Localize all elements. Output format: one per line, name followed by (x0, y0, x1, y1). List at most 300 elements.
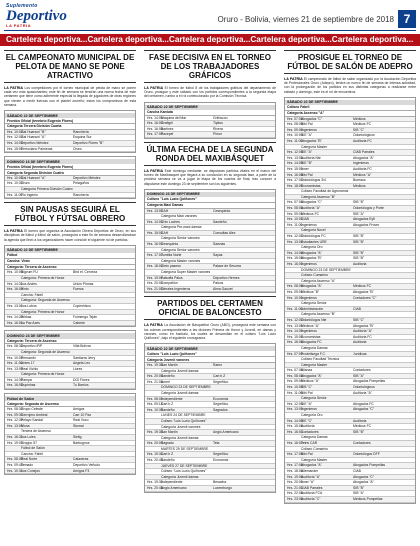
away-team: Segreñico (213, 379, 229, 384)
away-team: Médicos "A" (353, 172, 372, 177)
match-time (285, 245, 301, 250)
away-team: Calaveras (73, 457, 89, 462)
home-team: Pampa (21, 377, 32, 382)
match-time (145, 475, 161, 480)
home-team: Wirkas (21, 315, 32, 320)
match-time: Hrs. 20:45 (147, 486, 163, 491)
match-time: Hrs. 17:00 (147, 132, 163, 137)
home-team: CAH (161, 208, 169, 213)
away-team: SIB "A" (353, 491, 365, 496)
away-team: Palcos (213, 281, 224, 286)
away-team: Auditoria FC (353, 334, 372, 339)
away-team (353, 346, 415, 351)
home-team: Coliseo Facultad de Agronomía (301, 189, 349, 194)
away-team: Teta (213, 441, 220, 446)
home-team: Sagrado (161, 441, 174, 446)
home-team: Pernambi (21, 355, 36, 360)
match-time (285, 346, 301, 351)
home-team: Gal Huanuni "A" (21, 135, 46, 140)
home-team: Cart b Z (161, 402, 174, 407)
home-team: Real Norte (21, 457, 38, 462)
away-team: Auditoria (353, 418, 367, 423)
away-team: Deportivo Hernes (213, 275, 240, 280)
home-team: Ingenieros (301, 127, 317, 132)
match-time (285, 228, 301, 233)
match-time (145, 369, 161, 374)
home-team: Categoría Master (301, 362, 328, 367)
home-team: Bartinez (161, 126, 174, 131)
match-time: Hrs. 09:30 (7, 412, 23, 417)
away-team (353, 145, 415, 150)
home-team: Bibi Pal (301, 122, 313, 127)
home-team: Contadores (301, 429, 319, 434)
home-team: Categoría Ascenso "A" (301, 278, 336, 283)
home-team: La Paz Axes (21, 320, 40, 325)
away-team: Odontológicos (353, 385, 375, 390)
home-team: Tumbla Norte (161, 253, 182, 258)
fixture-category: Categoría Ascenso "A" (285, 111, 415, 117)
fixture-table (4, 110, 136, 153)
away-team: Odontológicos (353, 133, 375, 138)
match-time (145, 270, 161, 275)
fixture-category: Categoría Maxi Damas (145, 203, 275, 209)
home-team: Administración (301, 306, 324, 311)
home-team: Categoría: Primera de Honor (21, 309, 65, 314)
home-team: SIE "B" (301, 161, 313, 166)
home-team: JUEVES 27 DE SEPTIEMBRE (161, 463, 208, 468)
home-team: Bibi Pal (301, 172, 313, 177)
fixture-category: Categoría Segunda División Cuatro (5, 170, 135, 176)
match-time: Hrs. 08:00 (287, 206, 303, 211)
match-time: Hrs. 18:00 (147, 264, 163, 269)
article-body (284, 77, 416, 94)
home-team: San Martín (161, 362, 178, 367)
match-time: Hrs. 07:00 (287, 351, 303, 356)
away-team: SIB "B" (353, 234, 365, 239)
home-team: Los Lobos (21, 303, 37, 308)
match-time: Hrs. 15:00 (287, 256, 303, 261)
column-2 (144, 50, 276, 544)
away-team: Bureaus (353, 178, 366, 183)
home-team: Categoría: Primera de Honor (21, 372, 65, 377)
match-time: Hrs. 14:00 (287, 418, 303, 423)
home-team: Ingenieros (301, 407, 317, 412)
match-time: Hrs. 08:30 (7, 407, 23, 412)
away-team (213, 425, 275, 430)
home-team: Abogados "C" (301, 116, 323, 121)
match-time: Hrs. 11:00 (287, 306, 303, 311)
away-team: Contadores "C" (353, 295, 377, 300)
article-body (4, 86, 136, 107)
away-team (213, 385, 275, 390)
match-time (285, 268, 301, 273)
match-time: Hrs. 16:00 (287, 441, 303, 445)
away-team (353, 413, 415, 418)
masthead-rule (4, 30, 416, 31)
fixture-category: Cancha: Vinto (5, 259, 135, 265)
match-time: Hrs. 22:00 (287, 491, 303, 496)
article-lead: LA PATRIA (4, 229, 23, 234)
match-time (5, 452, 21, 457)
away-team: SIB "C" (353, 317, 365, 322)
home-team: Oruro (21, 181, 30, 186)
away-team: CIAB Parrales (353, 150, 375, 155)
home-team: Ingenieros (301, 222, 317, 227)
away-team: Cesequinia (213, 208, 230, 213)
fixture-venue: Coliseo "Luis Luzio Quiñones" (145, 197, 275, 203)
away-team: Médicos FC (353, 424, 372, 429)
home-team: Economistas (301, 183, 321, 188)
away-team (353, 357, 415, 362)
away-team (213, 413, 275, 418)
away-team: Santiarra Jerry (73, 355, 96, 360)
match-time: Hrs. 09:00 (287, 211, 303, 216)
match-time: Hrs. 19:30 (147, 480, 163, 485)
match-time: Hrs. 12:00 (287, 150, 303, 155)
match-time (145, 225, 161, 230)
away-team: Auditoria FC (353, 138, 372, 143)
masthead (0, 0, 420, 32)
table-row (5, 193, 135, 199)
home-team: Médicos FC (301, 211, 320, 216)
away-team (213, 475, 275, 480)
match-time: Hrs. 13:00 (7, 366, 23, 371)
away-team: Llores (73, 366, 83, 371)
match-time (285, 396, 301, 401)
away-team: Jurídicas (353, 351, 367, 356)
home-team: Mona (21, 423, 30, 428)
home-team: SIE "A" (301, 133, 313, 138)
home-team: Ferroviario Palmeras (21, 146, 53, 151)
home-team: Abogados "B" (301, 138, 322, 143)
home-team: Grupo Celeste (21, 407, 43, 412)
article-body (144, 86, 276, 99)
home-team: Cancha: Fabril (21, 292, 44, 297)
article-body (4, 229, 136, 242)
match-time: Hrs. 17:00 (287, 463, 303, 468)
match-time (285, 413, 301, 418)
match-time (145, 214, 161, 219)
home-team: Bigvum FU (21, 270, 38, 275)
away-team: Médicos (353, 183, 366, 188)
match-time: Hrs. 08:30 (7, 344, 23, 349)
home-team: Coliseo "Luis Luzio Quiñones" (161, 469, 207, 474)
match-time (5, 372, 21, 377)
away-team: Abogados "B" (353, 289, 374, 294)
home-team: Deportivo Méndez (21, 140, 49, 145)
away-team: Real Vozo (73, 418, 89, 423)
away-team: Sagrados (213, 407, 228, 412)
away-team: Amigos F3 (73, 468, 90, 473)
match-time: Hrs. 21:00 (147, 286, 163, 291)
match-time: Hrs. 14:00 (287, 329, 303, 334)
match-time: Hrs. 20:00 (287, 480, 303, 485)
home-team: Categoría Juvenil damas (161, 474, 199, 479)
match-time: Hrs. 13:00 (147, 208, 163, 213)
match-time (145, 436, 161, 441)
away-team: SIB "A" (353, 211, 365, 216)
home-team: Chin Loches (161, 219, 180, 224)
away-team: Odontólogos DFF (353, 452, 380, 457)
away-team: Fuimengo Teján (73, 315, 98, 320)
away-team (353, 189, 415, 194)
home-team: Sandeño (161, 407, 175, 412)
logo-title: Deportivo (6, 8, 67, 24)
away-team (73, 452, 135, 457)
home-team: Deportivo IRP (21, 344, 43, 349)
home-team: Categoría Oro (301, 413, 323, 418)
table-row (5, 147, 135, 153)
home-team: Categoría Pre-maxi damas (161, 225, 202, 230)
match-time: Hrs. 11:00 (287, 138, 303, 143)
home-team: Bibi Pal (301, 452, 313, 457)
away-team (353, 273, 415, 278)
fixture-date-header: DOMINGO 16 DE SEPTIEMBRE (5, 159, 135, 164)
match-time: Hrs. 14:30 (7, 281, 23, 286)
fixture-venue: Cancha Kantuta (145, 110, 275, 116)
match-time: Hrs. 15:00 (287, 334, 303, 339)
newspaper-logo[interactable] (6, 3, 98, 27)
home-team: Coliseo Cumarino (301, 446, 328, 451)
home-team: DOMINGO 23 DE SEPTIEMBRE (301, 267, 351, 272)
home-team: Los Conejos (21, 468, 40, 473)
away-team (353, 228, 415, 233)
home-team: Pacepel (161, 132, 174, 137)
match-time: Hrs. 14:00 (147, 115, 163, 120)
match-time: Hrs. 17:00 (147, 253, 163, 258)
match-time: Hrs. 12:00 (287, 317, 303, 322)
match-time: Hrs. 19:00 (7, 440, 23, 445)
home-team: Odontólogos 3/4 (301, 178, 326, 183)
away-team: Grifoscon (213, 115, 228, 120)
home-team: Los Loles (21, 435, 36, 439)
column-1 (4, 50, 136, 544)
home-team: Categoría Juvenil damas (161, 368, 199, 373)
home-team: Abogados "A" (301, 463, 322, 468)
home-team: Sandeño (161, 458, 175, 463)
away-team: Ranchería (73, 129, 89, 134)
home-team: Grafigril (161, 121, 173, 126)
match-time (285, 145, 301, 150)
fixture-category: Categoría: Tercera de Ascenso (5, 265, 135, 271)
home-team: Coliseo Cumarino (301, 273, 328, 278)
article-headline: PARTIDOS DEL CERTAMEN OFICIAL DE BALONCESTO (144, 296, 276, 320)
home-team: Ingenieros (301, 295, 317, 300)
away-team: Carr 10 Paz (73, 412, 92, 417)
home-team: Categoría Senior varones (161, 247, 200, 252)
away-team (213, 469, 275, 474)
away-team: Deportivo Méndez (73, 175, 101, 180)
match-time: Hrs. 11:00 (7, 192, 23, 197)
away-team (213, 369, 275, 374)
match-time: Hrs. 14:00 (287, 250, 303, 255)
home-team: Odontólogos Nte (301, 317, 327, 322)
away-team: SIB "A" (353, 373, 365, 378)
table-row (5, 383, 135, 389)
home-team: Auditoría "A" (301, 474, 321, 479)
away-team: Médicos Pompellas (353, 496, 383, 501)
fixture-date-header: SÁBADO 22 DE SEPTIEMBRE (285, 100, 415, 105)
match-time: Hrs. 15:00 (147, 230, 163, 235)
away-team: Amigos (73, 407, 85, 412)
match-time: Hrs. 19:30 (147, 362, 163, 367)
home-team: Los Andes (21, 281, 37, 286)
match-time (5, 350, 21, 355)
away-team (213, 248, 275, 253)
match-time: Hrs. 20:45 (147, 458, 163, 463)
match-time: Hrs. 10:00 (287, 217, 303, 222)
fixture-table (144, 189, 276, 294)
home-team: Allemander (301, 468, 319, 473)
article-text: El torneo que organiza la Asociación Obrera Deportiva de Oruro, en sus disciplinas de fútbol y fútbol de salón, proseguirá a este fin de semana desarrollándose la agenda que llevó a los organizadores hacer coincidir el siguiente rol de partidos. (4, 229, 136, 242)
away-team: Abogados Pompellas (353, 463, 386, 468)
home-team: Categoría Damas (301, 435, 328, 440)
away-team: Auditoria "A" (353, 390, 372, 395)
match-time: Hrs. 10:00 (7, 175, 23, 180)
match-time: Hrs. 15:00 (7, 146, 23, 151)
match-time: Hrs. 14:30 (7, 377, 23, 382)
home-team: Gal Huanuni "B" (21, 129, 46, 134)
match-time: Hrs. 10:00 (287, 385, 303, 390)
home-team: Abogados "A" (301, 284, 322, 289)
match-time: Hrs. 10:30 (7, 468, 23, 473)
match-time (145, 469, 161, 474)
away-team (213, 270, 275, 275)
away-team: Oruro (73, 146, 82, 151)
away-team: Esquina Sur (73, 135, 92, 140)
away-team: CIAB (353, 468, 361, 473)
away-team: Segreñico (213, 402, 229, 407)
fixture-date-header: SÁBADO 22 DE SEPTIEMBRE (145, 346, 275, 351)
away-team: Alma Gaucet (213, 286, 233, 291)
away-team: Pimor (213, 132, 222, 137)
fixture-venue: Frontón Oficial (tenebrio Eugenio Flores) (5, 118, 135, 124)
match-time (285, 273, 301, 278)
away-team: Copenhisco (73, 303, 91, 308)
away-team (353, 268, 415, 273)
away-team: Segreñico (213, 452, 229, 457)
away-team (213, 259, 275, 264)
away-team (213, 391, 275, 396)
article-headline: FASE DECISIVA EN EL TORNEO DE LOS TRABAJADORES GRÁFICOS (144, 50, 276, 83)
home-team: Categoría Master (301, 144, 328, 149)
match-time: Hrs. 16:00 (287, 340, 303, 345)
away-team (73, 372, 135, 377)
away-team: Ramo (213, 362, 223, 367)
away-team: Stumal (73, 423, 84, 428)
away-team: SIB "B" (353, 239, 365, 244)
away-team (73, 350, 135, 355)
fixture-table (4, 156, 136, 199)
match-time (145, 259, 161, 264)
away-team (353, 312, 415, 317)
match-time: Hrs. 19:30 (147, 452, 163, 457)
article-headline: PROSIGUE EL TORNEO DE FÚTBOL DE SALÓN DE ADEPRO (284, 50, 416, 74)
home-team: Médicos "A" (301, 379, 320, 384)
home-team: Categoría: Segunda de Ascenso (21, 298, 70, 303)
match-time (145, 464, 161, 469)
away-team: Cart b Z (213, 374, 226, 379)
home-team: Cart b Z (161, 452, 174, 457)
match-time: Hrs. 08:00 (147, 396, 163, 401)
away-team: Consultas Alex (213, 230, 236, 235)
away-team: Auditoria FC (353, 166, 372, 171)
match-time: Hrs. 23:00 (287, 496, 303, 501)
home-team: Maquina del Mar (161, 115, 187, 120)
away-team: Sieltg (73, 435, 82, 439)
match-time (145, 236, 161, 241)
away-team: Villa Bolívar (73, 344, 91, 349)
match-time: Hrs. 12:00 (287, 234, 303, 239)
home-team: Ingenieros (301, 262, 317, 266)
match-time: Hrs. 16:00 (7, 383, 23, 388)
away-team: Sayas (213, 253, 223, 258)
match-time: Hrs. 13:00 (287, 407, 303, 412)
away-team: SIB "B" (353, 429, 365, 434)
match-time: Hrs. 21:00 (287, 485, 303, 490)
home-team: Abogados "A" (301, 373, 322, 378)
match-time (5, 293, 21, 298)
home-team: SIE "C" (301, 418, 313, 423)
article-body (144, 323, 276, 340)
match-time (145, 447, 161, 452)
away-team: SIB "B" (353, 250, 365, 255)
away-team: Médicos FC (353, 284, 372, 289)
home-team: Inner (301, 166, 309, 171)
home-team: Categoría Senior (301, 396, 327, 401)
match-time: Hrs. 16:00 (147, 126, 163, 131)
match-time: Hrs. 21:00 (147, 379, 163, 384)
home-team: Anglo Americano (161, 486, 187, 491)
article-lead: LA PATRIA (144, 168, 164, 173)
match-time: Hrs. 07:00 (287, 200, 303, 205)
table-row (5, 321, 135, 327)
home-team: Abogados "A" (301, 250, 322, 255)
match-time: Hrs. 12:00 (287, 401, 303, 406)
home-team: Tercera de Ascenso (21, 429, 51, 434)
match-time (285, 195, 301, 200)
match-time: Hrs. 19:30 (147, 430, 163, 435)
away-team: Sawnas (213, 242, 226, 247)
table-row (5, 469, 135, 475)
match-time (285, 279, 301, 284)
match-time (5, 446, 21, 451)
home-team: Fútbol de Salón (21, 446, 45, 451)
home-team: Categoría Juvenil varones (161, 424, 201, 429)
home-team: CIAB (301, 217, 309, 222)
home-team: SIE "A" (301, 150, 313, 155)
article-headline: SIN PAUSAS SEGUIRÁ EL FÚTBOL Y FÚTSAL OBRERO (4, 202, 136, 226)
away-team (213, 436, 275, 441)
match-time (285, 435, 301, 440)
home-team: Independiente (161, 396, 183, 401)
match-time: Hrs. 12:30 (7, 418, 23, 423)
match-time (145, 419, 161, 424)
home-team: DOMINGO 23 DE SEPTIEMBRE (161, 385, 211, 390)
away-team (73, 310, 135, 315)
away-team (353, 435, 415, 440)
match-time: Hrs. 15:00 (287, 424, 303, 429)
away-team (213, 236, 275, 241)
match-time: Hrs. 09:15 (147, 402, 163, 407)
match-time (145, 425, 161, 430)
match-time: Hrs. 16:00 (147, 121, 163, 126)
fixture-category: Categoría Tercera División Cuarta (5, 124, 135, 130)
match-time: Hrs. 18:00 (287, 183, 303, 188)
home-team: Cerrojero Ambiral (21, 412, 48, 417)
fixture-category: Categoría Juvenil varones (145, 357, 275, 363)
away-team: Odontólogos y Porte (353, 206, 384, 211)
